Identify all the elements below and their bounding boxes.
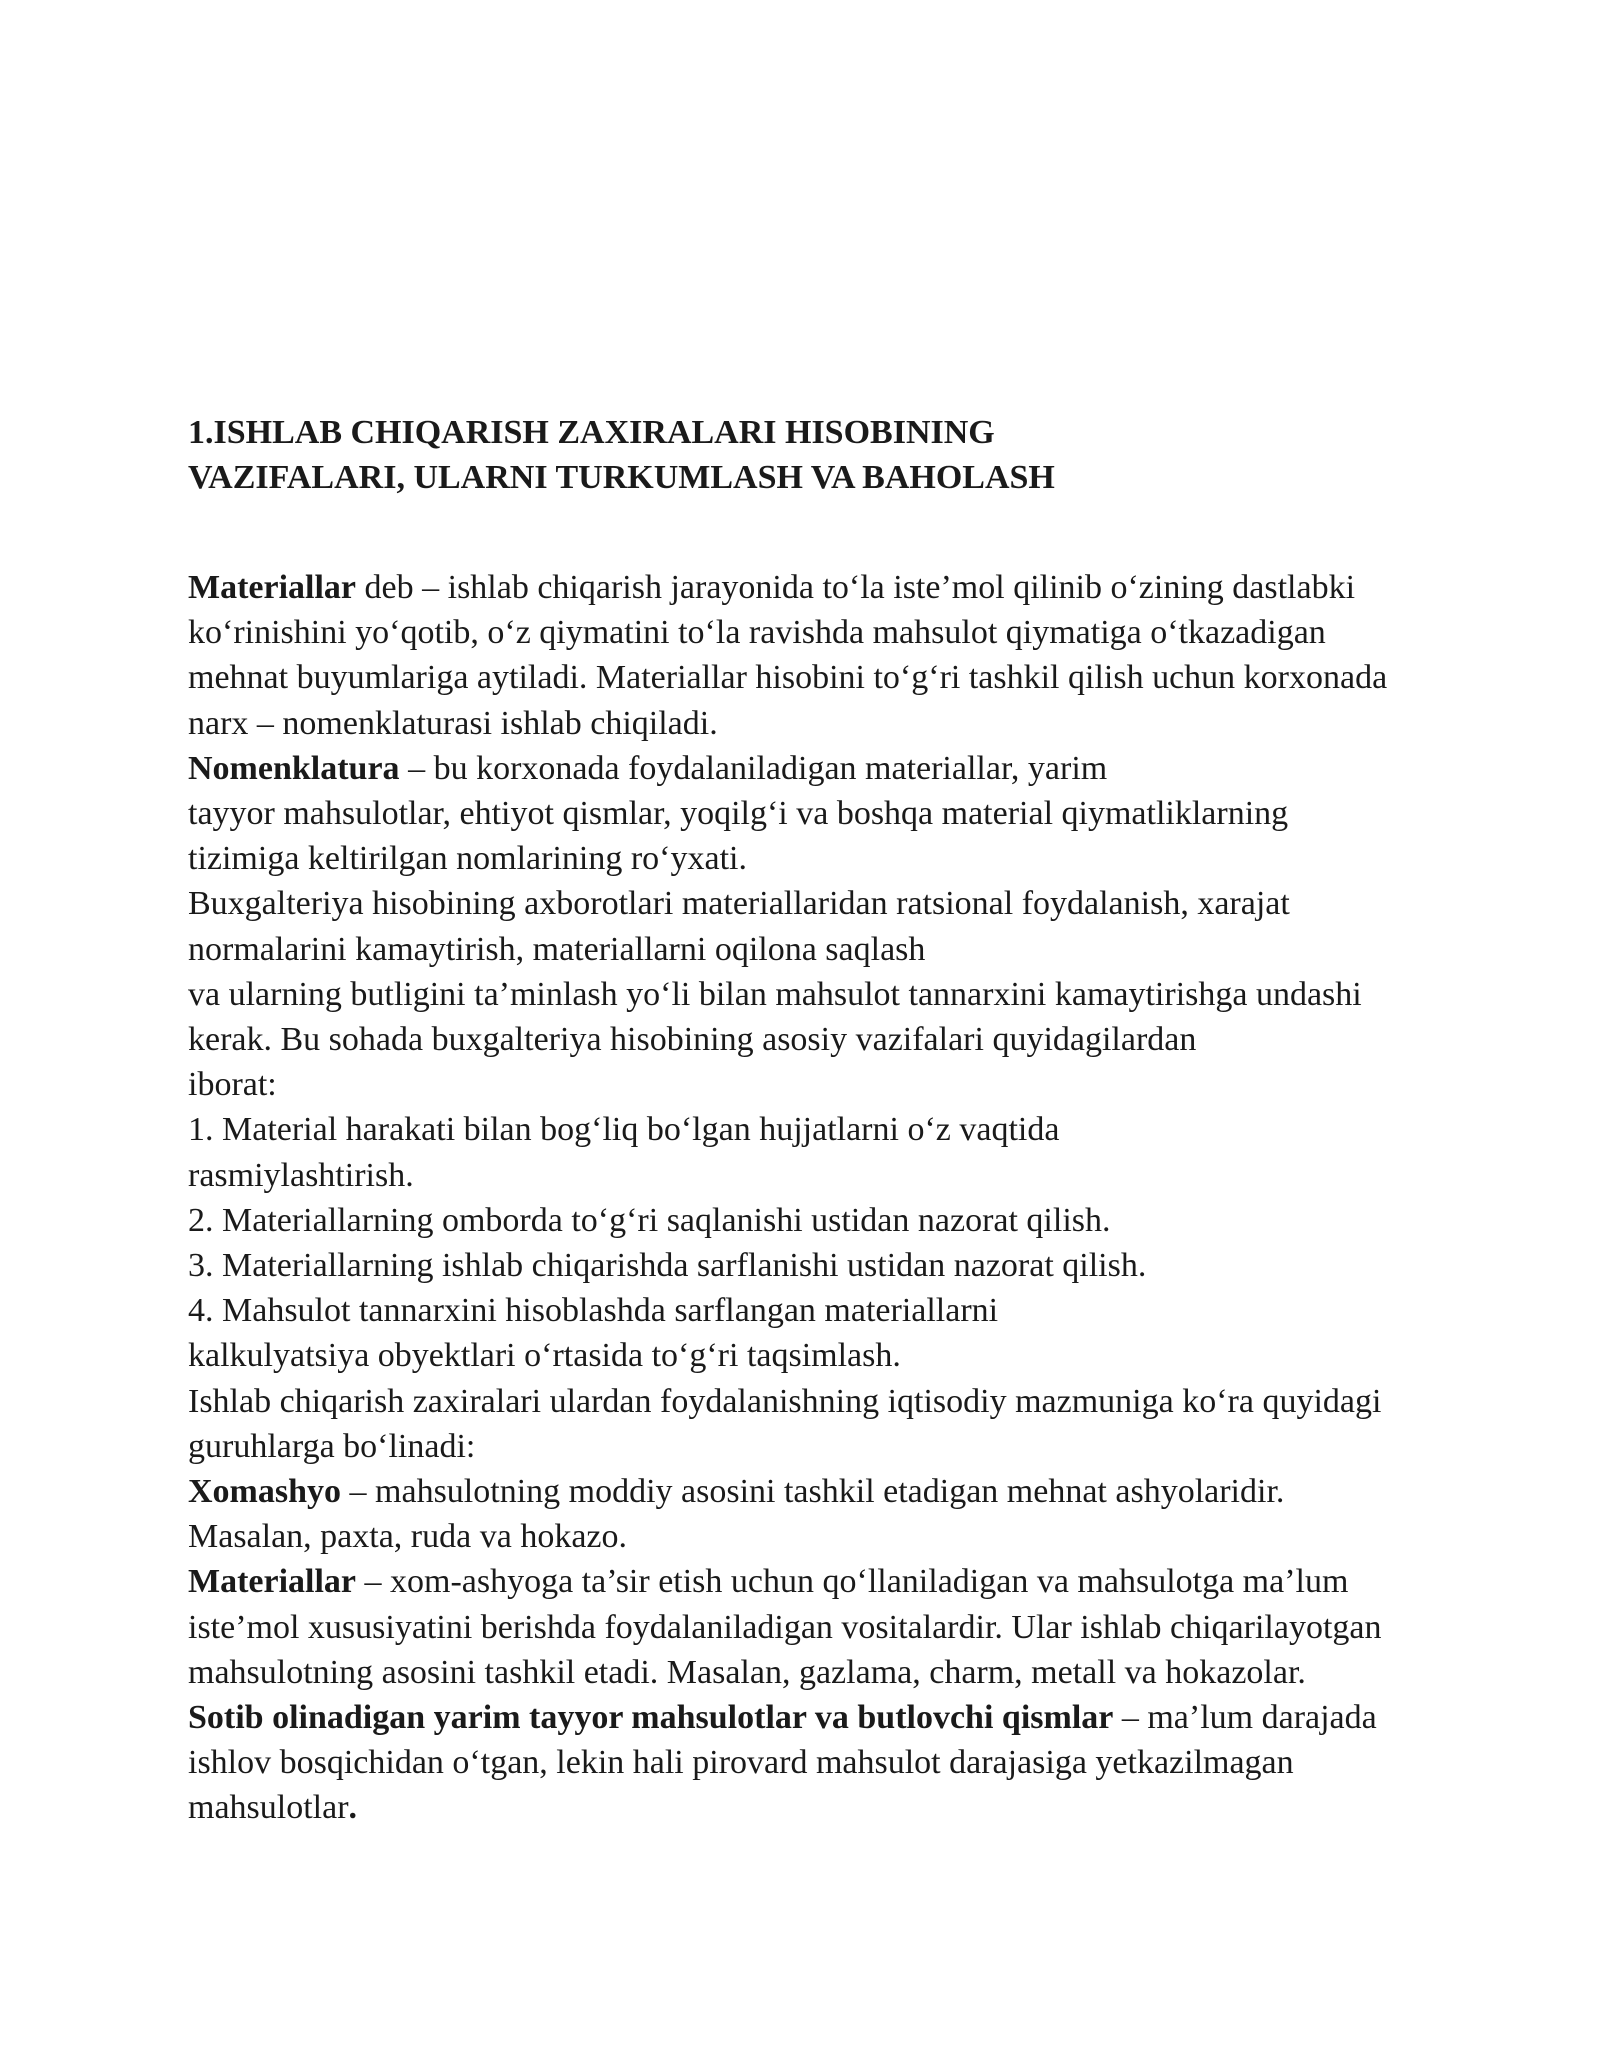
text-line: ishlov bosqichidan o‘tgan, lekin hali pirovard mahsulot darajasiga yetkazilmagan <box>188 1744 1294 1782</box>
heading-line-1: 1.ISHLAB CHIQARISH ZAXIRALARI HISOBINING <box>188 414 995 451</box>
term-yarim-tayyor: Sotib olinadigan yarim tayyor mahsulotlar va butlovchi qismlar <box>188 1699 1114 1737</box>
list-item: 4. Mahsulot tannarxini hisoblashda sarflangan materiallarni <box>188 1292 999 1330</box>
term-materiallar-2: Materiallar <box>188 1563 357 1601</box>
text-line: va ularning butligini ta’minlash yo‘li bilan mahsulot tannarxini kamaytirishga undashi <box>188 975 1362 1013</box>
text-line: kalkulyatsiya obyektlari o‘rtasida to‘g‘ri taqsimlash. <box>188 1337 901 1375</box>
text-line: kerak. Bu sohada buxgalteriya hisobining asosiy vazifalari quyidagilardan <box>188 1021 1197 1059</box>
text-line: iste’mol xususiyatini berishda foydalaniladigan vositalardir. Ular ishlab chiqarilayotgan <box>188 1608 1382 1646</box>
text-line: narx – nomenklaturasi ishlab chiqiladi. <box>188 704 718 742</box>
text-line: Masalan, paxta, ruda va hokazo. <box>188 1518 627 1556</box>
section-heading <box>188 410 1438 500</box>
text-line: Sotib olinadigan yarim tayyor mahsulotlar va butlovchi qismlar – ma’lum darajada <box>188 1699 1377 1737</box>
text-line: mahsulotlar. <box>188 1789 358 1827</box>
term-materiallar: Materiallar <box>188 569 357 606</box>
text-line: normalarini kamaytirish, materiallarni oqilona saqlash <box>188 930 926 968</box>
text-line: Nomenklatura – bu korxonada foydalaniladigan materiallar, yarim <box>188 749 1108 787</box>
text-line: tizimiga keltirilgan nomlarining ro‘yxati. <box>188 840 747 878</box>
text-line: Materiallar deb – ishlab chiqarish jarayonida to‘la iste’mol qilinib o‘zining dastlabki <box>188 569 1356 606</box>
text-line: Xomashyo – mahsulotning moddiy asosini tashkil etadigan mehnat ashyolaridir. <box>188 1473 1285 1511</box>
body-text <box>188 565 1488 1831</box>
text-line: mahsulotning asosini tashkil etadi. Masalan, gazlama, charm, metall va hokazolar. <box>188 1653 1306 1691</box>
text-line: rasmiylashtirish. <box>188 1156 414 1194</box>
list-item: 1. Material harakati bilan bog‘liq bo‘lgan hujjatlarni o‘z vaqtida <box>188 1111 1060 1149</box>
text-line: guruhlarga bo‘linadi: <box>188 1427 476 1465</box>
list-item: 3. Materiallarning ishlab chiqarishda sarflanishi ustidan nazorat qilish. <box>188 1247 1147 1285</box>
text-line: iborat: <box>188 1066 277 1104</box>
heading-line-2: VAZIFALARI, ULARNI TURKUMLASH VA BAHOLASH <box>188 459 1055 496</box>
text-line: Ishlab chiqarish zaxiralari ulardan foydalanishning iqtisodiy mazmuniga ko‘ra quyidagi <box>188 1382 1382 1420</box>
term-nomenklatura: Nomenklatura <box>188 749 400 787</box>
list-item: 2. Materiallarning omborda to‘g‘ri saqlanishi ustidan nazorat qilish. <box>188 1201 1111 1239</box>
text-line: tayyor mahsulotlar, ehtiyot qismlar, yoqilg‘i va boshqa material qiymatliklarning <box>188 795 1289 833</box>
term-xomashyo: Xomashyo <box>188 1473 342 1511</box>
text-line: Buxgalteriya hisobining axborotlari materiallaridan ratsional foydalanish, xarajat <box>188 885 1290 923</box>
text-line: ko‘rinishini yo‘qotib, o‘z qiymatini to‘la ravishda mahsulot qiymatiga o‘tkazadigan <box>188 614 1326 652</box>
text-line: mehnat buyumlariga aytiladi. Materiallar hisobini to‘g‘ri tashkil qilish uchun korxonada <box>188 659 1388 697</box>
text-line: Materiallar – xom-ashyoga ta’sir etish uchun qo‘llaniladigan va mahsulotga ma’lum <box>188 1563 1349 1601</box>
